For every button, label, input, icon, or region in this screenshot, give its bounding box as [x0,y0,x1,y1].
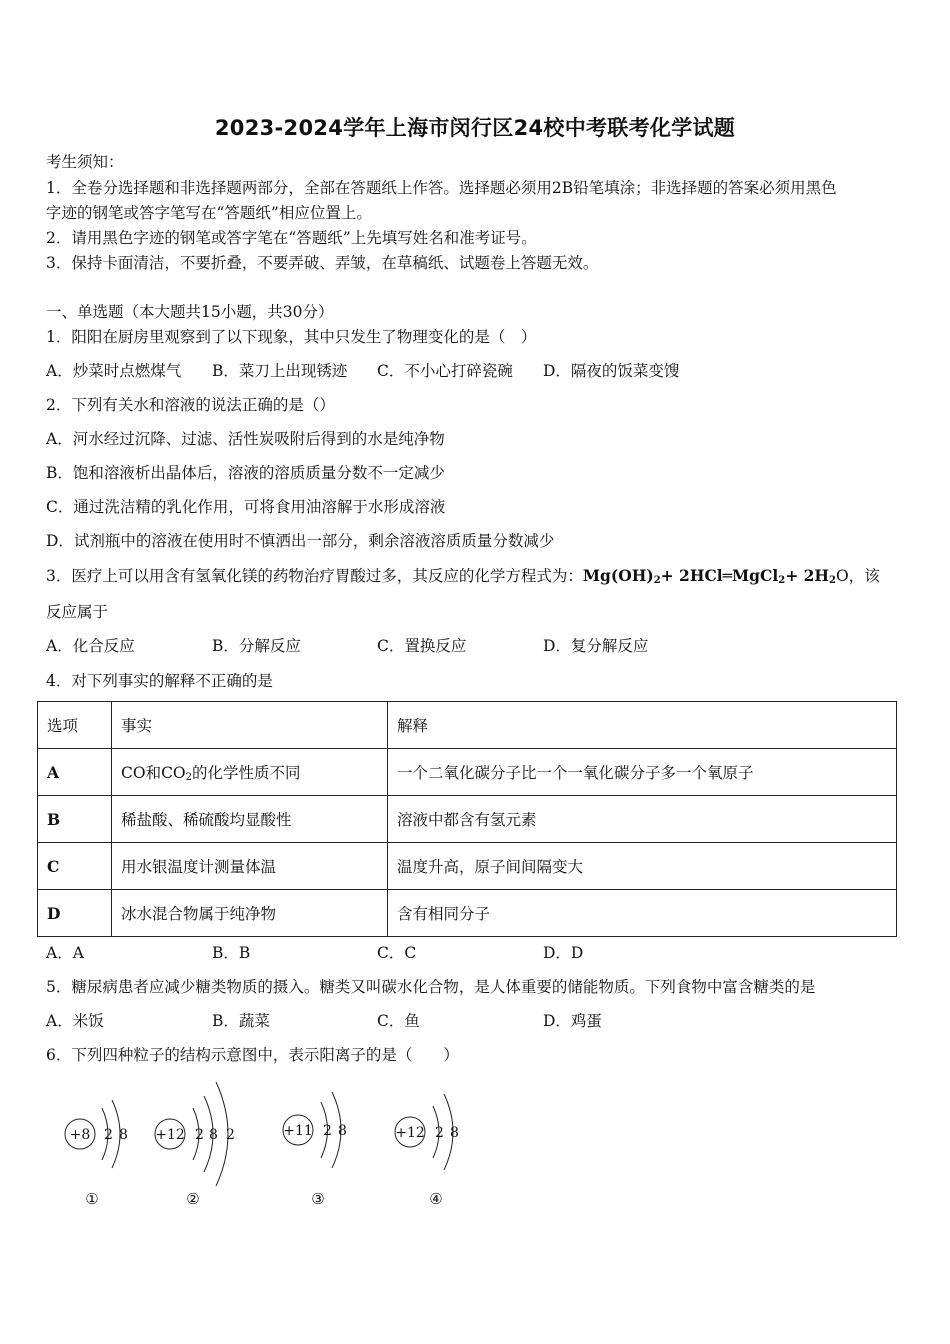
table-cell-option: B [38,796,112,843]
q5-option-d: D．鸡蛋 [543,1012,602,1030]
shell-electrons: 2 [104,1127,113,1143]
table-row [38,796,897,843]
q2-option-d: D．试剂瓶中的溶液在使用时不慎洒出一部分，剩余溶液溶质质量分数减少 [46,532,555,550]
q1-option-c: C．不小心打碎瓷碗 [377,362,513,380]
shell-electrons: 2 [323,1123,332,1139]
q1-option-d: D．隔夜的饭菜变馊 [543,362,680,380]
table-cell-option: D [38,890,112,937]
table-header-row [38,702,897,749]
table-cell-fact: CO和$CO_2$的化学性质不同 [112,749,388,796]
q2-option-b: B．饱和溶液析出晶体后，溶液的溶质质量分数不一定减少 [46,464,445,482]
q5-stem: 5．糖尿病患者应减少糖类物质的摄入。糖类又叫碳水化合物，是人体重要的储能物质。下列食物中富含糖类的是 [46,978,816,996]
q2-option-a: A．河水经过沉降、过滤、活性炭吸附后得到的水是纯净物 [46,430,445,448]
table-row [38,749,897,796]
q4-option-b: B．B [212,944,251,962]
particle-diagram-2 [155,1082,235,1208]
q2-option-c: C．通过洗洁精的乳化作用，可将食用油溶解于水形成溶液 [46,498,446,516]
table-cell-explanation: 溶液中都含有氢元素 [388,796,897,843]
table-cell-option: C [38,843,112,890]
shell-electrons: 8 [450,1125,459,1141]
particle-label: ④ [429,1190,443,1208]
nucleus-charge: +11 [283,1123,313,1139]
table-row [38,843,897,890]
table-cell-fact: 冰水混合物属于纯净物 [112,890,388,937]
table-cell-explanation: 含有相同分子 [388,890,897,937]
page-title: 2023-2024学年上海市闵行区24校中考联考化学试题 [214,116,736,140]
table-cell-fact: 稀盐酸、稀硫酸均显酸性 [112,796,388,843]
particle-structure-diagrams [40,1074,500,1224]
table-header-cell: 选项 [38,702,112,749]
nucleus-charge: +12 [155,1127,185,1143]
table-cell-explanation: 一个二氧化碳分子比一个一氧化碳分子多一个氧原子 [388,749,897,796]
particle-diagram-1 [65,1100,128,1208]
q3-stem-text: 3．医疗上可以用含有氢氧化镁的药物治疗胃酸过多，其反应的化学方程式为： [46,567,583,585]
q3-option-a: A．化合反应 [46,637,135,655]
q2-stem: 2．下列有关水和溶液的说法正确的是（） [46,396,335,414]
notice-item-2: 2．请用黑色字迹的钢笔或答字笔在“答题纸”上先填写姓名和准考证号。 [46,229,537,247]
q5-option-c: C．鱼 [377,1012,420,1030]
notice-item-3: 3．保持卡面清洁，不要折叠，不要弄破、弄皱，在草稿纸、试题卷上答题无效。 [46,254,599,272]
q3-equation: $Mg(OH)_2+$ 2HCl═MgCl$_2$+ $2H_2$ [582,566,837,586]
q5-option-b: B．蔬菜 [212,1012,270,1030]
shell-electrons: 2 [435,1125,444,1141]
q1-stem: 1．阳阳在厨房里观察到了以下现象，其中只发生了物理变化的是（ ） [46,328,537,346]
particle-label: ③ [311,1190,325,1208]
q6-stem: 6．下列四种粒子的结构示意图中，表示阳离子的是（ ） [46,1046,459,1064]
shell-electrons: 8 [119,1127,128,1143]
notice-item-1-cont: 字迹的钢笔或答字笔写在“答题纸”相应位置上。 [46,204,372,222]
q4-option-c: C．C [377,944,417,962]
particle-label: ① [85,1190,99,1208]
q3-option-d: D．复分解反应 [543,637,649,655]
nucleus-charge: +12 [395,1125,425,1141]
table-cell-option: A [38,749,112,796]
table-header-cell: 事实 [112,702,388,749]
q4-option-d: D．D [543,944,584,962]
table-header-cell: 解释 [388,702,897,749]
q5-option-a: A．米饭 [46,1012,104,1030]
section-heading: 一、单选题（本大题共15小题，共30分） [46,303,334,321]
notice-heading: 考生须知： [46,153,124,171]
q3-option-b: B．分解反应 [212,637,301,655]
notice-item-1: 1．全卷分选择题和非选择题两部分，全部在答题纸上作答。选择题必须用2B铅笔填涂；非选择题的答案必须用黑色 [46,179,837,197]
nucleus-charge: +8 [69,1127,91,1143]
q4-stem: 4．对下列事实的解释不正确的是 [46,672,273,690]
shell-electrons: 2 [226,1127,235,1143]
shell-electrons: 2 [195,1127,204,1143]
q1-option-a: A．炒菜时点燃煤气 [46,362,182,380]
table-cell-explanation: 温度升高，原子间间隔变大 [388,843,897,890]
shell-electrons: 8 [209,1127,218,1143]
shell-electrons: 8 [338,1123,347,1139]
q3-stem: 3．医疗上可以用含有氢氧化镁的药物治疗胃酸过多，其反应的化学方程式为：$Mg(OH)_2+$ 2HCl═MgCl$_2$+ $2H_2O$，该 [46,566,880,586]
table-row [38,890,897,937]
q3-stem-cont: 反应属于 [46,603,109,621]
particle-label: ② [186,1190,200,1208]
q3-option-c: C．置换反应 [377,637,467,655]
q4-option-a: A．A [46,944,84,962]
particle-diagram-3 [283,1092,347,1208]
particle-diagram-4 [395,1094,459,1208]
q4-table [37,701,897,937]
table-cell-fact: 用水银温度计测量体温 [112,843,388,890]
q1-option-b: B．菜刀上出现锈迹 [212,362,348,380]
